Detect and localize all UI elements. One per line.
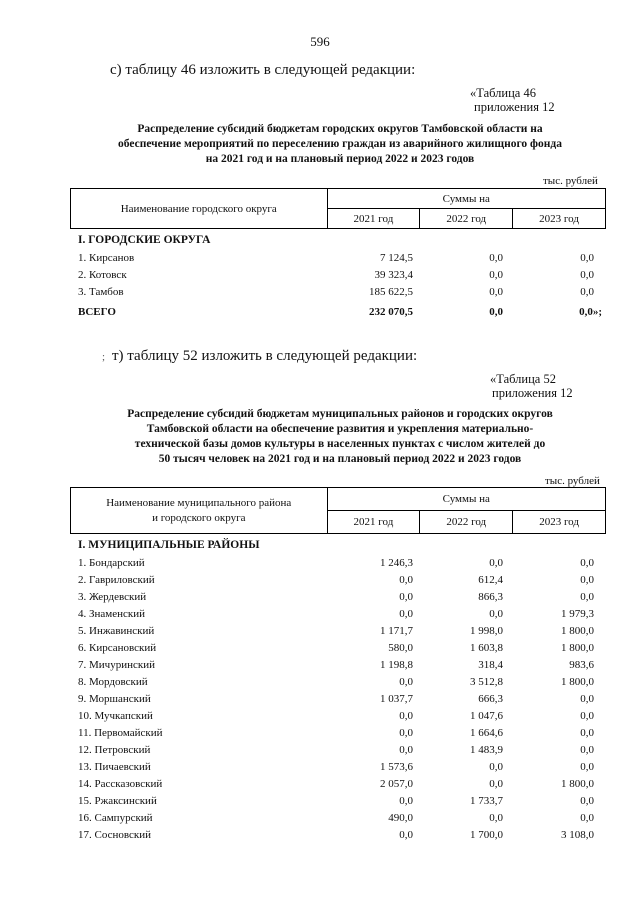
row-value-2022: 3 512,8 <box>470 676 503 688</box>
row-value-2021: 0,0 <box>399 727 413 739</box>
section-t-group-heading: I. МУНИЦИПАЛЬНЫЕ РАЙОНЫ <box>78 539 260 551</box>
row-name: 4. Знаменский <box>78 608 146 620</box>
row-value-2021: 185 622,5 <box>369 286 413 298</box>
section-t-title <box>70 407 610 467</box>
section-c-group-heading: I. ГОРОДСКИЕ ОКРУГА <box>78 234 211 246</box>
table-row <box>78 252 618 266</box>
row-value-2021: 490,0 <box>388 812 413 824</box>
section-c-title-line2: обеспечение мероприятий по переселению граждан из аварийного жилищного фонда <box>118 138 562 150</box>
total-row <box>78 306 618 320</box>
section-t-ref-line2: приложения 12 <box>492 386 573 400</box>
row-value-2021: 1 037,7 <box>380 693 413 705</box>
table-row <box>78 778 618 792</box>
row-value-2022: 0,0 <box>489 778 503 790</box>
row-name: 13. Пичаевский <box>78 761 151 773</box>
table-row <box>78 710 618 724</box>
section-c-ref-line2: приложения 12 <box>474 100 555 114</box>
row-name: 3. Тамбов <box>78 286 124 298</box>
row-value-2021: 1 171,7 <box>380 625 413 637</box>
row-value-2022: 1 047,6 <box>470 710 503 722</box>
row-value-2023: 0,0 <box>580 591 594 603</box>
table-row <box>78 676 618 690</box>
row-value-2022: 1 664,6 <box>470 727 503 739</box>
section-t-title-line1: Распределение субсидий бюджетам муниципальных районов и городских округов <box>127 408 553 420</box>
row-value-2022: 0,0 <box>489 812 503 824</box>
row-value-2022: 866,3 <box>478 591 503 603</box>
section-t-title-line2: Тамбовской области на обеспечение развития и укрепления материально- <box>146 423 534 435</box>
row-value-2022: 666,3 <box>478 693 503 705</box>
total-value-2022: 0,0 <box>489 306 503 318</box>
section-t-units: тыс. рублей <box>545 475 600 487</box>
row-value-2022: 318,4 <box>478 659 503 671</box>
section-t-header-table <box>70 487 606 534</box>
section-t-header-year2: 2022 год <box>420 511 513 534</box>
row-value-2023: 1 979,3 <box>561 608 594 620</box>
table-row <box>78 795 618 809</box>
row-name: 1. Бондарский <box>78 557 145 569</box>
section-t-header-name-line2: и городского округа <box>152 511 246 524</box>
section-t-header-year1: 2021 год <box>327 511 420 534</box>
section-t-header-year3: 2023 год <box>513 511 606 534</box>
row-value-2022: 1 603,8 <box>470 642 503 654</box>
section-t-header-name-line1: Наименование муниципального района <box>106 496 292 509</box>
row-value-2022: 0,0 <box>489 252 503 264</box>
section-t-header-sums: Суммы на <box>327 488 605 511</box>
row-value-2022: 0,0 <box>489 557 503 569</box>
section-c-header-name: Наименование городского округа <box>71 189 328 229</box>
section-c-title-line3: на 2021 год и на плановый период 2022 и 2023 годов <box>205 153 475 165</box>
row-name: 11. Первомайский <box>78 727 163 739</box>
row-name: 15. Ржаксинский <box>78 795 157 807</box>
table-row <box>78 693 618 707</box>
table-row <box>78 659 618 673</box>
row-value-2021: 0,0 <box>399 676 413 688</box>
row-value-2021: 39 323,4 <box>374 269 413 281</box>
table-row <box>78 829 618 843</box>
table-row <box>78 625 618 639</box>
row-value-2021: 2 057,0 <box>380 778 413 790</box>
row-value-2021: 580,0 <box>388 642 413 654</box>
row-value-2021: 0,0 <box>399 608 413 620</box>
section-t-intro: т) таблицу 52 изложить в следующей редакции: <box>112 348 418 364</box>
table-row <box>78 557 618 571</box>
row-value-2022: 0,0 <box>489 286 503 298</box>
table-row <box>78 812 618 826</box>
row-value-2021: 1 573,6 <box>380 761 413 773</box>
section-c-title-line1: Распределение субсидий бюджетам городских округов Тамбовской области на <box>137 123 543 135</box>
row-value-2023: 0,0 <box>580 812 594 824</box>
section-c-header-sums: Суммы на <box>327 189 605 209</box>
row-value-2022: 1 483,9 <box>470 744 503 756</box>
row-value-2021: 0,0 <box>399 591 413 603</box>
table-row <box>78 761 618 775</box>
row-name: 10. Мучкапский <box>78 710 153 722</box>
row-value-2023: 983,6 <box>569 659 594 671</box>
section-t-ref-line1: «Таблица 52 <box>490 372 556 386</box>
row-value-2023: 0,0 <box>580 710 594 722</box>
row-value-2022: 612,4 <box>478 574 503 586</box>
section-c-header-table <box>70 188 606 229</box>
row-value-2021: 7 124,5 <box>380 252 413 264</box>
row-value-2023: 0,0 <box>580 574 594 586</box>
table-row <box>78 574 618 588</box>
row-name: 2. Гавриловский <box>78 574 155 586</box>
row-value-2023: 0,0 <box>580 693 594 705</box>
section-t-title-line4: 50 тысяч человек на 2021 год и на плановый период 2022 и 2023 годов <box>158 453 522 465</box>
row-name: 5. Инжавинский <box>78 625 155 637</box>
row-name: 9. Моршанский <box>78 693 151 705</box>
row-value-2023: 3 108,0 <box>561 829 594 841</box>
row-name: 8. Мордовский <box>78 676 148 688</box>
row-value-2023: 0,0 <box>580 252 594 264</box>
row-value-2022: 1 998,0 <box>470 625 503 637</box>
row-value-2023: 0,0 <box>580 286 594 298</box>
row-value-2023: 1 800,0 <box>561 778 594 790</box>
row-value-2021: 0,0 <box>399 795 413 807</box>
row-name: 14. Рассказовский <box>78 778 163 790</box>
row-value-2021: 0,0 <box>399 710 413 722</box>
row-value-2023: 0,0 <box>580 744 594 756</box>
row-value-2022: 0,0 <box>489 269 503 281</box>
row-value-2023: 1 800,0 <box>561 642 594 654</box>
row-value-2021: 1 246,3 <box>380 557 413 569</box>
section-c-title <box>70 122 610 167</box>
row-value-2023: 1 800,0 <box>561 676 594 688</box>
row-value-2023: 0,0 <box>580 727 594 739</box>
section-c-header-year3: 2023 год <box>513 209 606 229</box>
row-value-2021: 0,0 <box>399 574 413 586</box>
total-value-2023: 0,0»; <box>579 306 602 318</box>
row-value-2023: 0,0 <box>580 761 594 773</box>
row-name: 17. Сосновский <box>78 829 152 841</box>
table-row <box>78 744 618 758</box>
row-value-2023: 0,0 <box>580 557 594 569</box>
table-row <box>78 727 618 741</box>
section-t-header-name <box>71 488 328 534</box>
row-value-2021: 1 198,8 <box>380 659 413 671</box>
total-label: ВСЕГО <box>78 306 116 318</box>
row-value-2023: 1 800,0 <box>561 625 594 637</box>
row-value-2023: 0,0 <box>580 269 594 281</box>
section-c-header-year1: 2021 год <box>327 209 420 229</box>
row-value-2022: 0,0 <box>489 608 503 620</box>
section-t-title-line3: технической базы домов культуры в населенных пунктах с числом жителей до <box>134 438 546 450</box>
page-number: 596 <box>310 34 330 49</box>
table-row <box>78 269 618 283</box>
row-name: 6. Кирсановский <box>78 642 157 654</box>
row-value-2022: 0,0 <box>489 761 503 773</box>
section-c-ref-line1: «Таблица 46 <box>470 86 536 100</box>
table-row <box>78 608 618 622</box>
row-name: 3. Жердевский <box>78 591 147 603</box>
section-c-header-year2: 2022 год <box>420 209 513 229</box>
row-name: 16. Сампурский <box>78 812 153 824</box>
section-c-units: тыс. рублей <box>543 175 598 187</box>
total-value-2021: 232 070,5 <box>369 306 413 318</box>
row-value-2023: 0,0 <box>580 795 594 807</box>
table-row <box>78 642 618 656</box>
row-name: 12. Петровский <box>78 744 151 756</box>
section-c-intro: с) таблицу 46 изложить в следующей редакции: <box>110 62 416 78</box>
row-name: 1. Кирсанов <box>78 252 135 264</box>
row-value-2022: 1 733,7 <box>470 795 503 807</box>
table-row <box>78 286 618 300</box>
row-name: 7. Мичуринский <box>78 659 155 671</box>
row-name: 2. Котовск <box>78 269 127 281</box>
table-row <box>78 591 618 605</box>
margin-mark: ; <box>102 351 106 363</box>
row-value-2021: 0,0 <box>399 744 413 756</box>
row-value-2021: 0,0 <box>399 829 413 841</box>
row-value-2022: 1 700,0 <box>470 829 503 841</box>
